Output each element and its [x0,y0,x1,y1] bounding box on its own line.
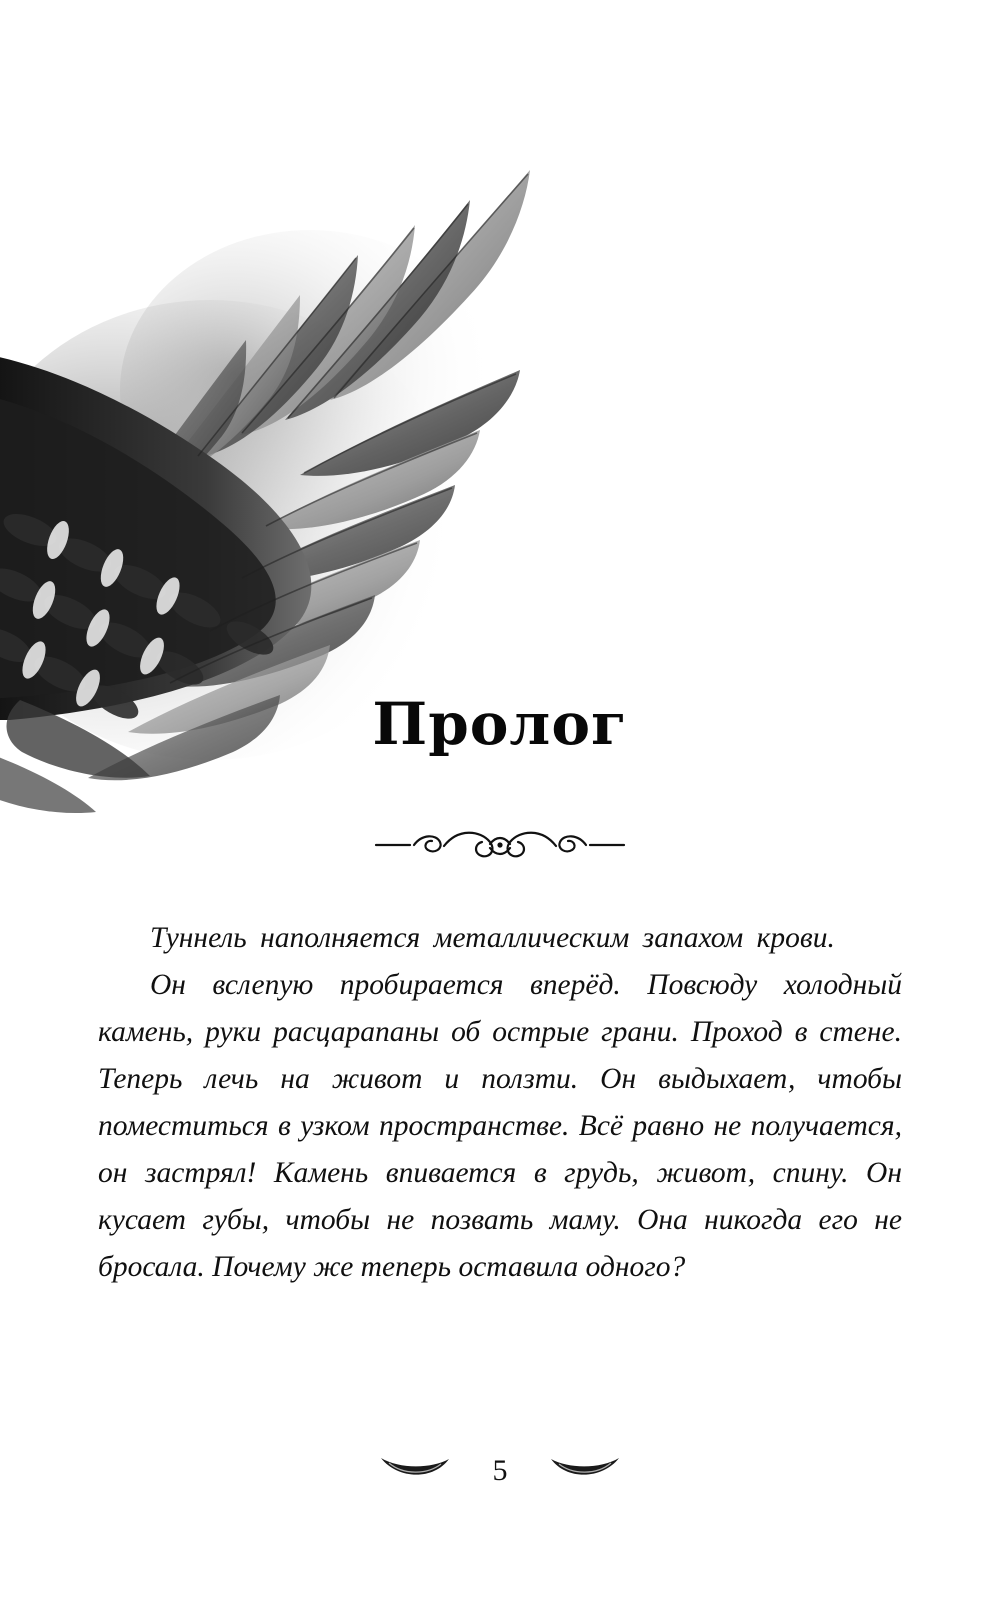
body-text [98,915,902,1291]
paragraph: Он вслепую пробирается вперёд. Повсюду холодный камень, руки расцарапаны об острые грани. Проход в стене. Теперь лечь на живот и ползти. Он выдыхает, чтобы поместиться в узком пространстве. Всё равно не получается, он застрял! Камень впивается в грудь, живот, спину. Он кусает губы, чтобы не позвать маму. Она никогда его не бросала. Почему же теперь оставила одного? [98,969,902,1283]
page-number: 5 [492,1453,508,1487]
page-title: Пролог [372,690,628,758]
feather-icon [379,1453,451,1488]
feather-icon [549,1453,621,1488]
paragraph: Туннель наполняется металлическим запахом крови. [150,922,835,954]
page-footer [0,1453,1000,1488]
flourish-divider [0,822,1000,868]
